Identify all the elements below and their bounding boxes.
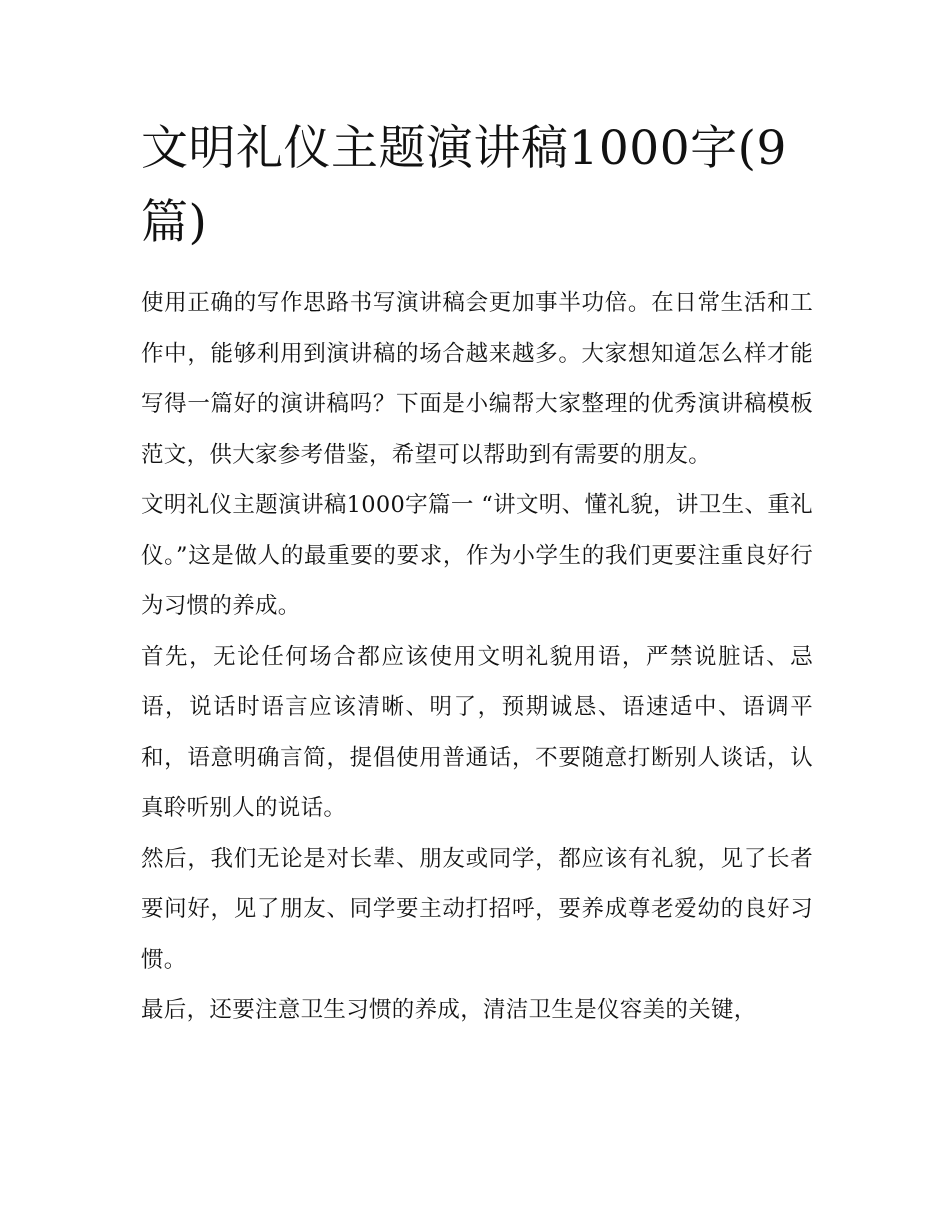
paragraph-second-point: 然后，我们无论是对长辈、朋友或同学，都应该有礼貌，见了长者要问好，见了朋友、同学要主动打招呼，要养成尊老爱幼的良好习惯。 <box>141 845 813 973</box>
document-title: 文明礼仪主题演讲稿1000字(9篇) <box>141 121 787 250</box>
paragraph-third-point: 最后，还要注意卫生习惯的养成，清洁卫生是仪容美的关键， <box>141 997 757 1023</box>
paragraph-article-one-opening: 文明礼仪主题演讲稿1000字篇一 “讲文明、懂礼貌，讲卫生、重礼仪。”这是做人的最重要的要求，作为小学生的我们更要注重良好行为习惯的养成。 <box>141 492 813 619</box>
document-content <box>141 112 813 1036</box>
paragraph-intro: 使用正确的写作思路书写演讲稿会更加事半功倍。在日常生活和工作中，能够利用到演讲稿的场合越来越多。大家想知道怎么样才能写得一篇好的演讲稿吗？下面是小编帮大家整理的优秀演讲稿模板范文，供大家参考借鉴，希望可以帮助到有需要的朋友。 <box>141 290 813 468</box>
paragraph-first-point: 首先，无论任何场合都应该使用文明礼貌用语，严禁说脏话、忌语，说话时语言应该清晰、明了，预期诚恳、语速适中、语调平和，语意明确言简，提倡使用普通话，不要随意打断别人谈话，认真聆听别人的说话。 <box>141 643 813 821</box>
